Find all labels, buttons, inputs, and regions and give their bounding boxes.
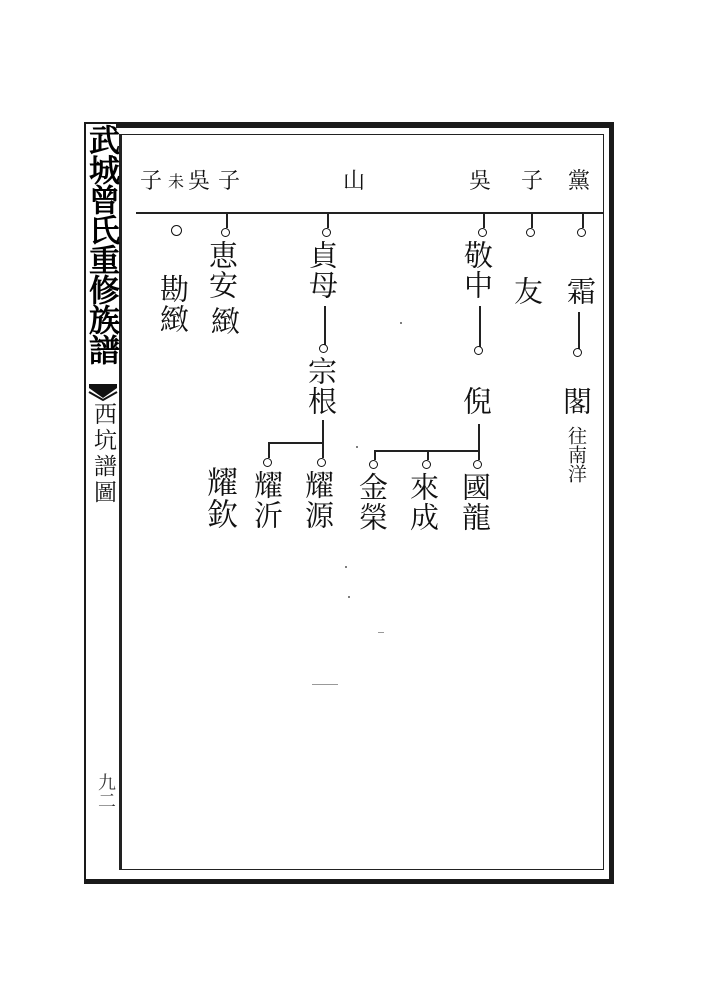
lineage-line [322,420,324,444]
lineage-line [268,442,270,458]
lineage-node [422,460,431,469]
person-name: 貞母 [305,240,339,300]
lineage-node [322,228,331,237]
header-label: 黨 [568,169,591,194]
person-name: 國龍 [458,472,492,532]
person-name: 恵安 [205,240,239,300]
lineage-node [478,228,487,237]
header-label: 吳 [188,169,211,194]
person-name: 敬中 [460,240,494,300]
person-name: 緻 [207,306,241,336]
person-name: 倪 [459,386,493,416]
ink-speck [345,566,347,568]
lineage-node [474,346,483,355]
page-number: 九二 [95,773,116,809]
person-name: 耀源 [301,470,335,530]
lineage-node [526,228,535,237]
person-name: 宗根 [304,356,338,416]
header-label: 子 [140,169,163,194]
lineage-node [473,460,482,469]
ink-speck [356,446,358,448]
spine-divider [119,134,121,870]
header-label: 山 [343,169,366,194]
book-title: 武城曾氏重修族譜 [83,124,119,364]
sibling-bar [268,442,324,444]
person-name: 友 [510,276,544,306]
lineage-line [322,442,324,458]
lineage-node [573,348,582,357]
lineage-line [531,214,533,228]
ink-mark [378,632,384,633]
lineage-node [221,228,230,237]
person-name: 閣 [559,386,593,416]
lineage-line [226,214,228,228]
person-name: 金榮 [355,472,389,532]
lineage-line [478,450,480,460]
lineage-line [582,214,584,228]
header-label: 子 [218,169,241,194]
person-name: 霜 [563,276,597,306]
lineage-node [263,458,272,467]
lineage-line [327,214,329,228]
ink-mark [312,684,338,685]
header-label: 未 [168,172,185,191]
fish-tail-ornament [87,382,119,402]
lineage-node [171,225,182,236]
ink-speck [400,322,402,324]
person-name: 耀沂 [250,470,284,530]
person-name: 來成 [406,472,440,532]
lineage-node [369,460,378,469]
ink-speck [348,596,350,598]
person-note: 往南洋 [565,426,587,483]
lineage-line [578,312,580,352]
person-name: 勘緻 [156,274,190,334]
lineage-line [324,306,326,348]
section-title: 西坑譜圖 [90,402,116,506]
person-name: 耀欽 [201,466,237,530]
header-label: 子 [521,169,544,194]
lineage-line [483,214,485,228]
lineage-line [427,450,429,460]
header-label: 吳 [469,169,492,194]
lineage-line [374,450,376,460]
lineage-node [577,228,586,237]
lineage-node [319,344,328,353]
lineage-line [479,306,481,350]
lineage-node [317,458,326,467]
header-rule [136,212,604,214]
